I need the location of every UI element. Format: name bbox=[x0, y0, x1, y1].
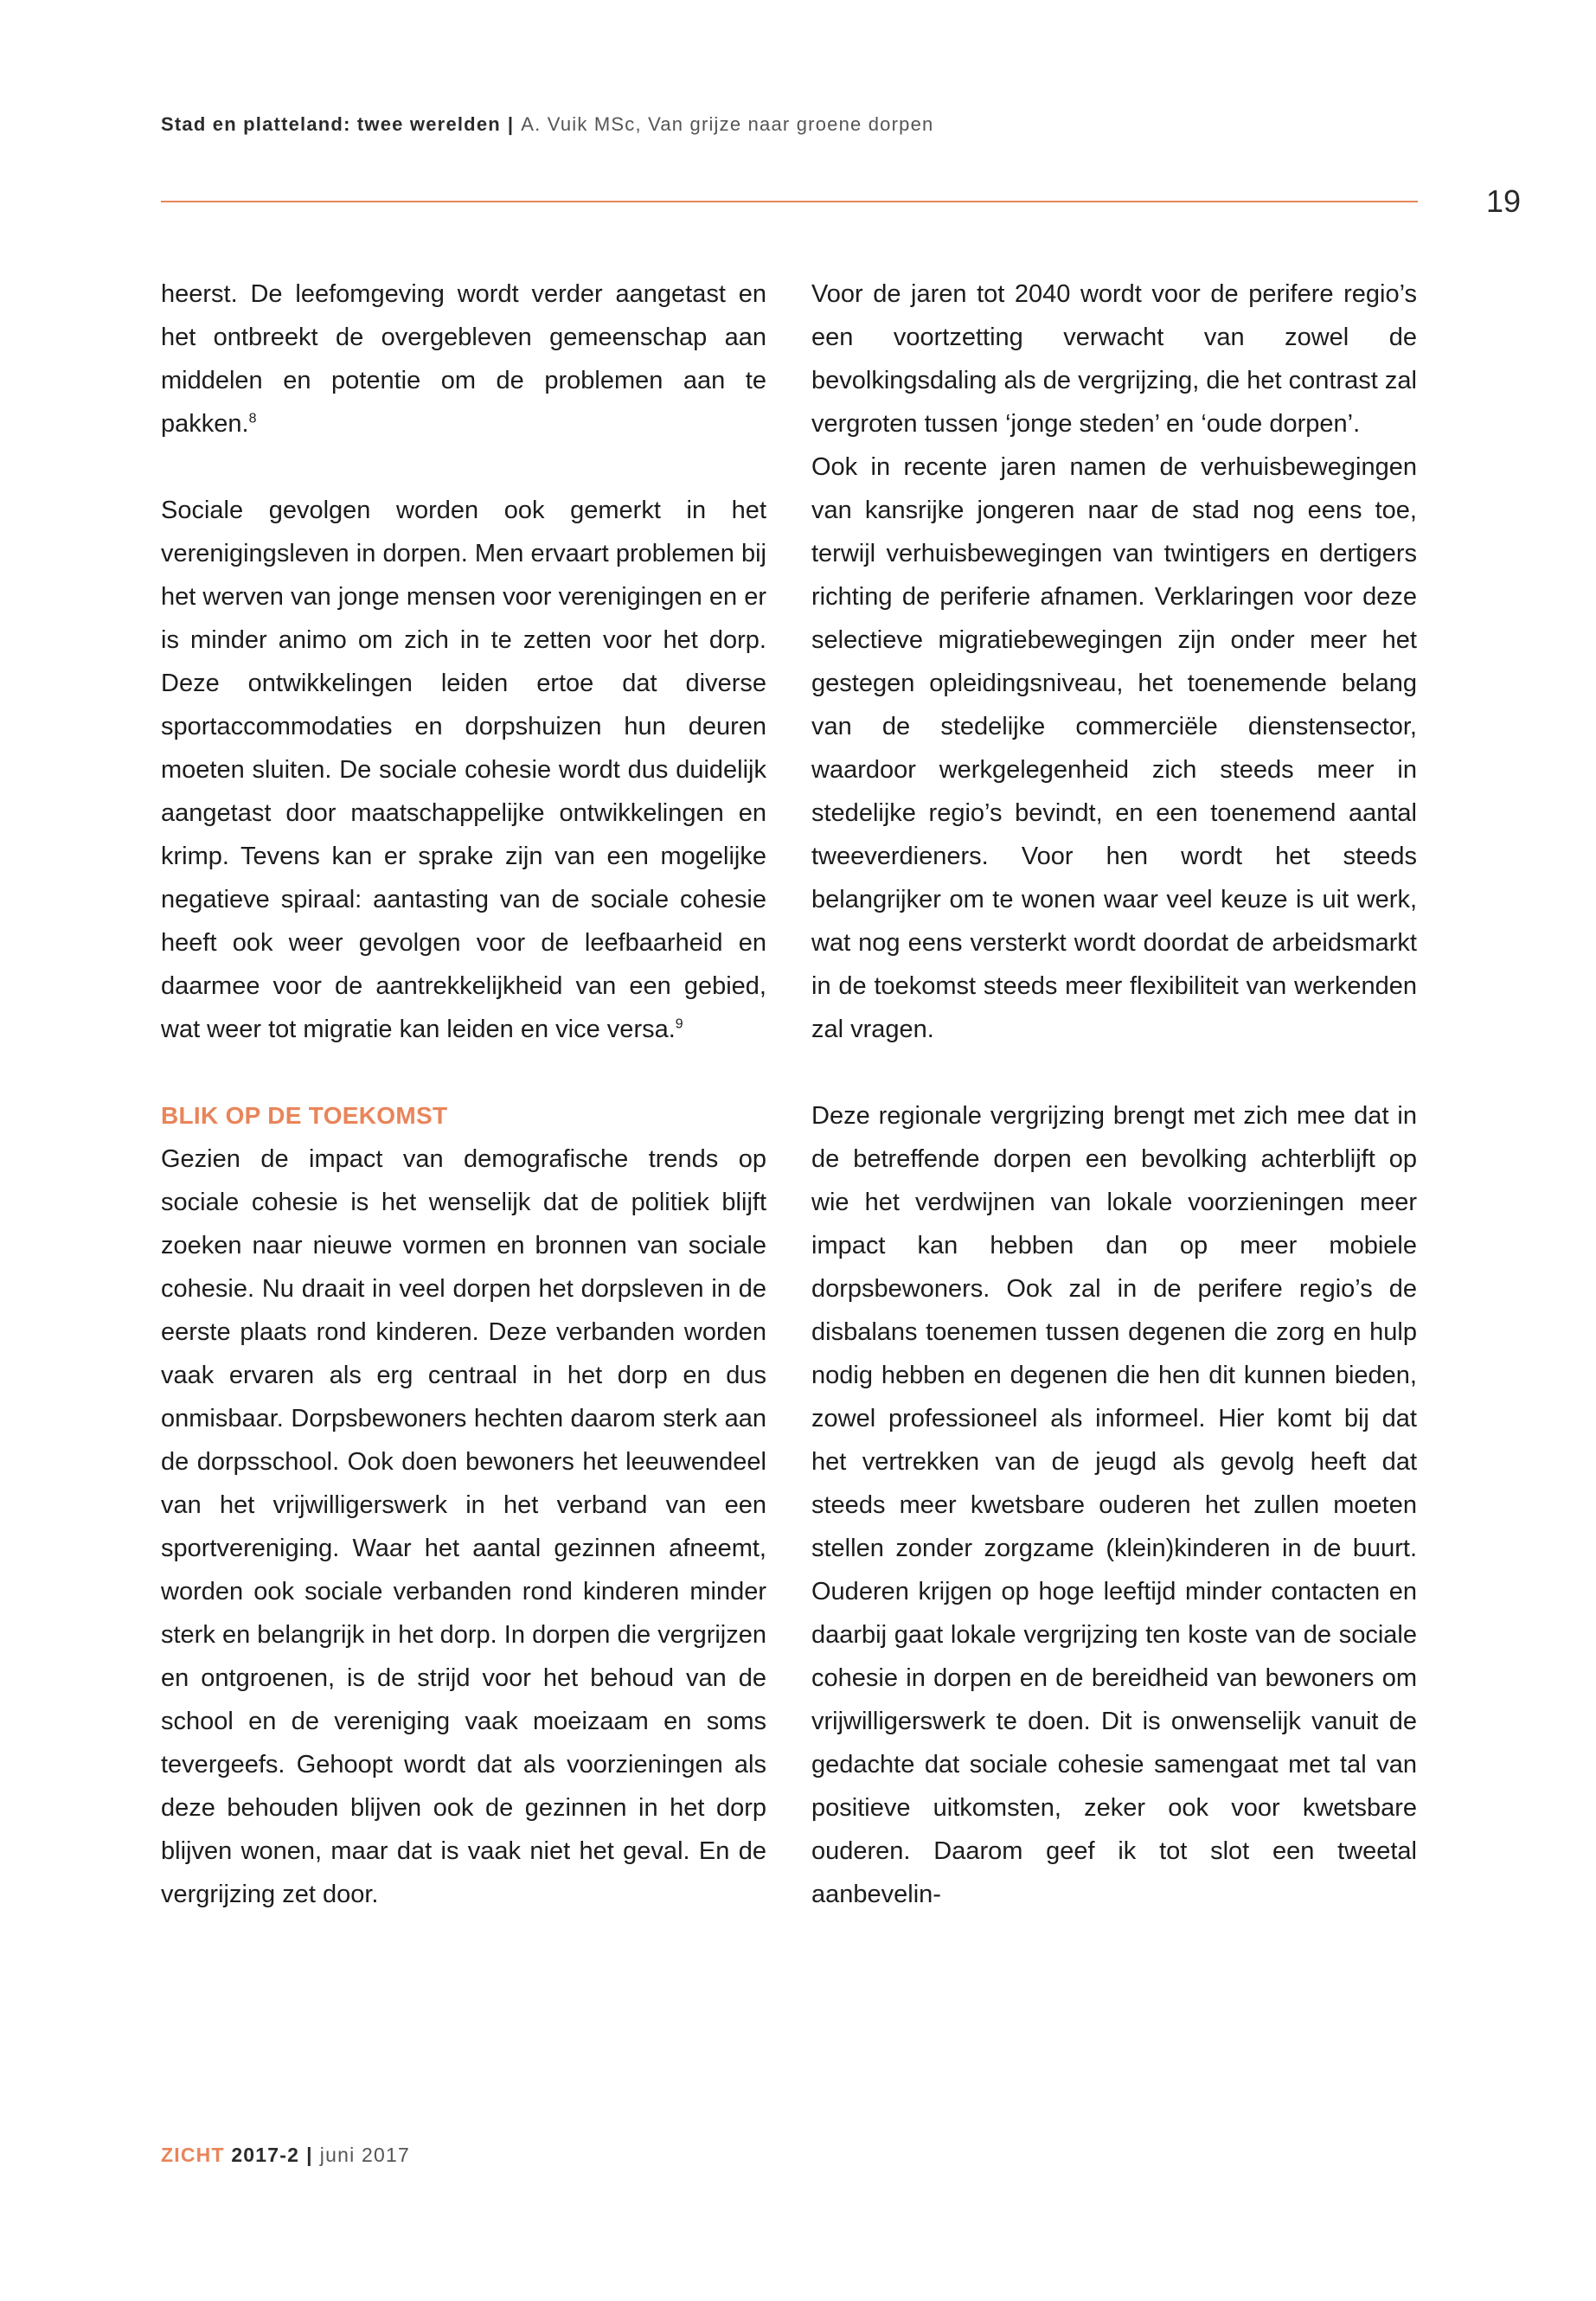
paragraph-text: heerst. De leefomgeving wordt verder aangetast en het ontbreekt de overgebleven gemeenschap aan middelen en potentie om de problemen aan te pakken. bbox=[161, 280, 766, 438]
footer-separator: | bbox=[306, 2144, 313, 2166]
footnote-ref: 9 bbox=[675, 1016, 683, 1032]
paragraph bbox=[161, 272, 766, 445]
paragraph-text: Sociale gevolgen worden ook gemerkt in het verenigingsleven in dorpen. Men ervaart problemen bij het werven van jonge mensen voor verenigingen en er is minder animo om zich in te zetten voor het dorp. Deze ontwikkelingen leiden ertoe dat diverse sportaccommodaties en dorpshuizen hun deuren moeten sluiten. De sociale cohesie wordt dus duidelijk aangetast door maatschappelijke ontwikkelingen en krimp. Tevens kan er sprake zijn van een mogelijke negatieve spiraal: aantasting van de sociale cohesie heeft ook weer gevolgen voor de leefbaarheid en daarmee voor de aantrekkelijkheid van een gebied, wat weer tot migratie kan leiden en vice versa. bbox=[161, 497, 766, 1043]
header-rule bbox=[161, 201, 1418, 202]
magazine-brand: ZICHT bbox=[161, 2144, 225, 2166]
paragraph: Gezien de impact van demografische trends op sociale cohesie is het wenselijk dat de politiek blijft zoeken naar nieuwe vormen en bronnen van sociale cohesie. Nu draait in veel dorpen het dorpsleven in de eerste plaats rond kinderen. Deze verbanden worden vaak ervaren als erg centraal in het dorp en dus onmisbaar. Dorpsbewoners hechten daarom sterk aan de dorpsschool. Ook doen bewoners het leeuwendeel van het vrijwilligerswerk in het verband van een sportvereniging. Waar het aantal gezinnen afneemt, worden ook sociale verbanden rond kinderen minder sterk en belangrijk in het dorp. In dorpen die vergrijzen en ontgroenen, is de strijd voor het behoud van de school en de vereniging vaak moeizaam en soms tevergeefs. Gehoopt wordt dat als voorzieningen als deze behouden blijven ook de gezinnen in het dorp blijven wonen, maar dat is vaak niet het geval. En de vergrijzing zet door. bbox=[161, 1145, 766, 1908]
paragraph: Ook in recente jaren namen de verhuisbewegingen van kansrijke jongeren naar de stad nog eens toe, terwijl verhuisbewegingen van twintigers en dertigers richting de periferie afnamen. Verklaringen voor deze selectieve migratiebewegingen zijn onder meer het gestegen opleidingsniveau, het toenemende belang van de stedelijke commerciële dienstensector, waardoor werkgelegenheid zich steeds meer in stedelijke regio’s bevindt, en een toenemend aantal tweeverdieners. Voor hen wordt het steeds belangrijker om te wonen waar veel keuze is uit werk, wat nog eens versterkt wordt doordat de arbeidsmarkt in de toekomst steeds meer flexibiliteit van werkenden zal vragen. bbox=[811, 453, 1417, 1043]
page-footer bbox=[161, 2144, 410, 2167]
issue-date: juni 2017 bbox=[319, 2144, 410, 2166]
left-column bbox=[161, 272, 766, 1916]
author-article-title: A. Vuik MSc, Van grijze naar groene dorpen bbox=[521, 113, 934, 135]
footnote-ref: 8 bbox=[248, 411, 257, 426]
issue-number: 2017-2 bbox=[231, 2144, 300, 2166]
paragraph: Deze regionale vergrijzing brengt met zich mee dat in de betreffende dorpen een bevolking achterblijft op wie het verdwijnen van lokale voorzieningen meer impact kan hebben dan op meer mobiele dorpsbewoners. Ook zal in de perifere regio’s de disbalans toenemen tussen degenen die zorg en hulp nodig hebben en degenen die hen dit kunnen bieden, zowel professioneel als informeel. Hier komt bij dat het vertrekken van de jeugd als gevolg heeft dat steeds meer kwetsbare ouderen het zullen moeten stellen zonder zorgzame (klein)kinderen in de buurt. Ouderen krijgen op hoge leeftijd minder contacten en daarbij gaat lokale vergrijzing ten koste van de sociale cohesie in dorpen en de bereidheid van bewoners om vrijwilligerswerk te doen. Dit is onwenselijk vanuit de gedachte dat sociale cohesie samengaat met tal van positieve uitkomsten, zeker ook voor kwetsbare ouderen. Daarom geef ik tot slot een tweetal aanbevelin- bbox=[811, 1102, 1417, 1908]
header-separator: | bbox=[507, 113, 515, 135]
section-heading: BLIK OP DE TOEKOMST bbox=[161, 1102, 448, 1129]
running-header bbox=[161, 113, 933, 136]
page-number: 19 bbox=[1486, 183, 1522, 219]
right-column bbox=[811, 272, 1417, 1916]
section-title: Stad en platteland: twee werelden bbox=[161, 113, 501, 135]
paragraph: Voor de jaren tot 2040 wordt voor de perifere regio’s een voortzetting verwacht van zowel de bevolkingsdaling als de vergrijzing, die het contrast zal vergroten tussen ‘jonge steden’ en ‘oude dorpen’. bbox=[811, 280, 1417, 438]
paragraph bbox=[161, 489, 766, 1051]
